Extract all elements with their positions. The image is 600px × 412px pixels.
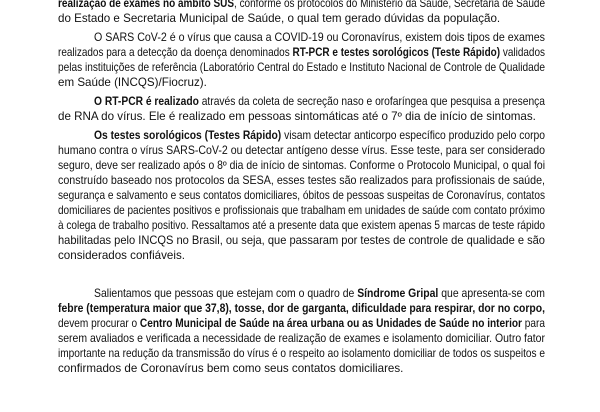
text-segment: Salientamos que pessoas que estejam com o quadro de [94,287,358,300]
text-line [58,45,574,60]
text-segment: que apresenta-se com [438,287,545,300]
bold-text-segment: realização de exames no âmbito SUS [58,0,235,10]
text-line [58,158,595,173]
bold-text-segment: Síndrome Gripal [357,287,439,300]
text-segment: , conforme os protocolos do Ministério da Saúde, Secretaria de Saúde [234,0,546,10]
text-segment: através da coleta de secreção naso e orofaríngea que pesquisa a presença [198,95,545,108]
text-line [94,94,600,109]
text-segment: pelas instituições de referência (Laboratório Central do Estado e Instituto Nacional de Controle de Qualidade [58,61,545,74]
text-segment: para [521,317,545,330]
text-segment: serem avaliados e verificada a necessidade de realização de exames e isolamento domiciliar. Outro fator [58,332,545,345]
text-segment: seguro, deve ser realizado após o 8º dia de início de sintomas. Conforme o Protocolo Municipal, o qual foi [58,159,545,172]
text-line [58,11,600,26]
text-line [58,248,600,263]
text-line [58,203,576,218]
text-segment: habilitadas pelo INCQS no Brasil, ou seja, que passaram por testes de controle de qualidade e são [58,234,545,247]
text-segment: segurança e salvamento e seus contatos domiciliares, óbitos de pessoas suspeitas de Coronavírus, contatos [58,189,545,202]
text-line [58,301,595,316]
text-line [58,346,581,361]
text-segment: visam detectar anticorpo específico produzido pelo corpo [281,129,545,142]
text-segment: confirmados de Coronavírus bem como seus contatos domiciliares. [58,362,404,375]
text-line [58,109,600,124]
text-line [94,128,600,143]
bold-text-segment: febre (temperatura maior que 37,8), tosse, dor de garganta, dificuldade para respirar, dor no corpo, [58,302,545,315]
text-segment: humano contra o vírus SARS-CoV-2 ou detectar antígeno desse vírus. Esse teste, para ser considerado [58,144,545,157]
text-line [58,361,600,376]
text-line [58,173,600,188]
text-line [94,286,600,301]
text-line [58,75,600,90]
text-segment: à colega de trabalho positivo. Ressaltamos até a presente data que existem apenas 5 marcas de teste rápido [58,219,545,232]
bold-text-segment: Os testes sorológicos (Testes Rápido) [94,129,282,142]
text-segment: considerados confiáveis. [58,249,185,262]
text-segment: em Saúde (INCQS)/Fiocruz). [58,76,207,89]
text-line [58,60,582,75]
text-segment: O SARS CoV-2 é o vírus que causa a COVID-19 ou Coronavírus, existem dois tipos de exames [94,31,545,44]
text-line [58,0,575,11]
bold-text-segment: Centro Municipal de Saúde na área urbana ou as Unidades de Saúde no interior [139,317,522,330]
text-line [58,316,580,331]
text-segment: realizados para a detecção da doença denominados [58,46,293,59]
text-line [58,188,580,203]
text-segment: domiciliares de pacientes positivos e profissionais que trabalham em unidades de saúde com contato próximo [58,204,545,217]
text-line [58,218,578,233]
bold-text-segment: RT-PCR e testes sorológicos (Teste Rápido) [292,46,501,59]
text-line [58,331,600,346]
text-segment: importante na redução da transmissão do vírus é o respeito ao isolamento domiciliar de todos os suspeitos e [58,347,545,360]
text-segment: do Estado e Secretaria Municipal de Saúde, o qual tem gerado dúvidas da população. [58,12,501,25]
text-segment: construído baseado nos protocolos da SESA, esses testes são realizados para profissionais de saúde, [58,174,545,187]
text-line [58,143,600,158]
text-segment: validados [500,46,545,59]
bold-text-segment: O RT-PCR é realizado [94,95,199,108]
text-line [58,233,600,248]
text-line [94,30,600,45]
text-segment: devem procurar o [58,317,140,330]
text-segment: de RNA do vírus. Ele é realizado em pessoas sintomáticas até o 7º dia de início de sintomas. [58,110,536,123]
